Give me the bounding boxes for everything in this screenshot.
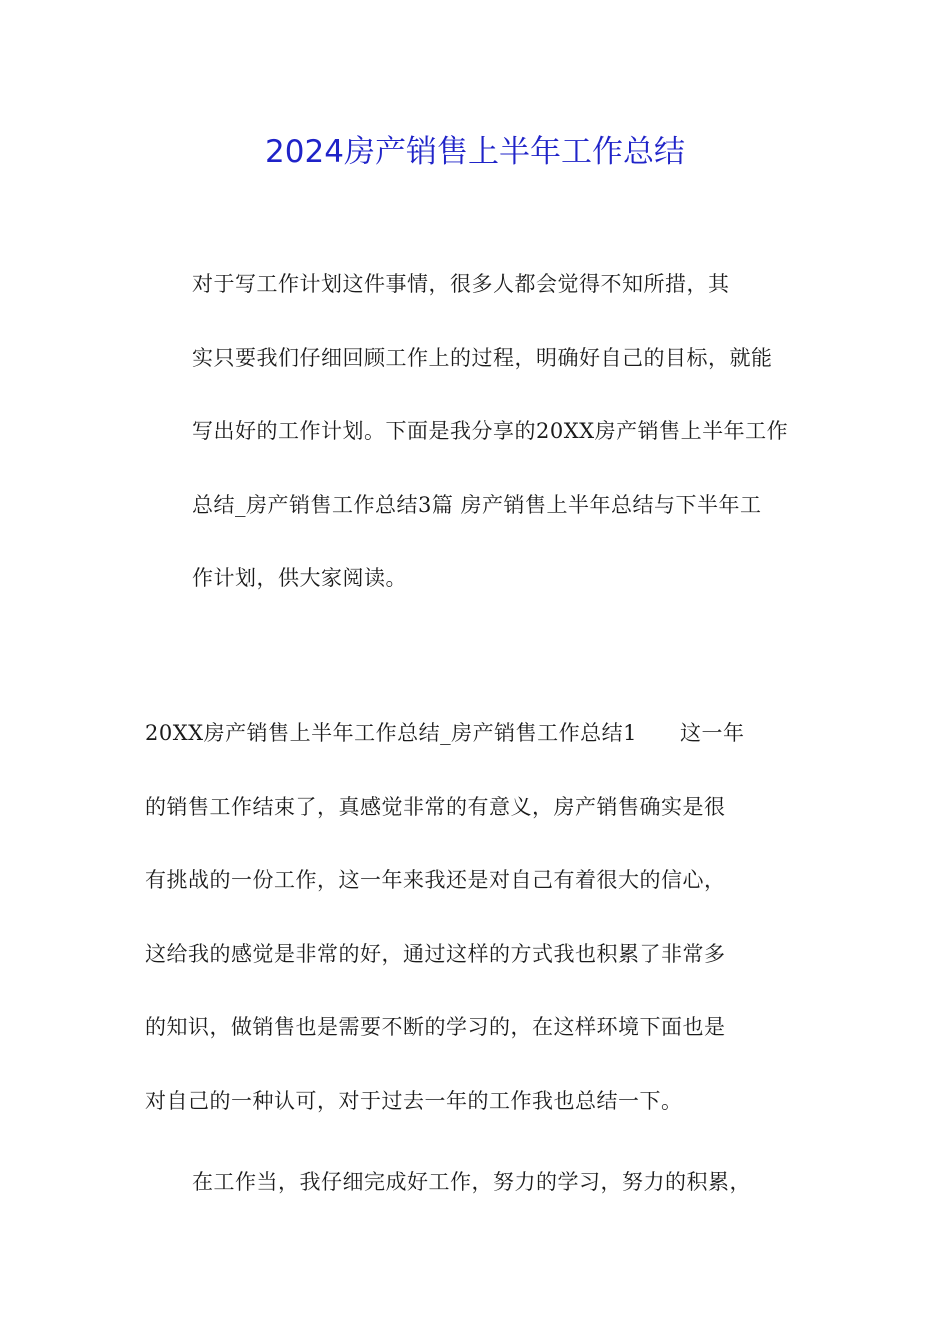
paragraph-line: 的销售工作结束了，真感觉非常的有意义，房产销售确实是很 bbox=[145, 794, 726, 819]
paragraph-line: 总结_房产销售工作总结3篇 房产销售上半年总结与下半年工 bbox=[192, 492, 762, 517]
paragraph-line: 写出好的工作计划。下面是我分享的20XX房产销售上半年工作 bbox=[192, 419, 789, 443]
work-paragraph bbox=[145, 1146, 810, 1220]
paragraph-line: 20XX房产销售上半年工作总结_房产销售工作总结1 这一年 bbox=[145, 721, 745, 745]
summary-paragraph bbox=[145, 697, 810, 1138]
paragraph-line: 的知识，做销售也是需要不断的学习的，在这样环境下面也是 bbox=[145, 1015, 726, 1039]
paragraph-line: 实只要我们仔细回顾工作上的过程，明确好自己的目标，就能 bbox=[192, 345, 773, 370]
paragraph-line: 作计划，供大家阅读。 bbox=[192, 566, 407, 590]
paragraph-line: 有挑战的一份工作，这一年来我还是对自己有着很大的信心， bbox=[145, 868, 726, 892]
paragraph-line: 对自己的一种认可，对于过去一年的工作我也总结一下。 bbox=[145, 1088, 683, 1113]
paragraph-line: 对于写工作计划这件事情，很多人都会觉得不知所措，其 bbox=[192, 272, 730, 296]
document-title: 2024房产销售上半年工作总结 bbox=[265, 134, 685, 170]
paragraph-line: 这给我的感觉是非常的好，通过这样的方式我也积累了非常多 bbox=[145, 941, 726, 966]
intro-paragraph bbox=[145, 248, 810, 616]
paragraph-line: 在工作当，我仔细完成好工作，努力的学习，努力的积累， bbox=[192, 1170, 751, 1194]
